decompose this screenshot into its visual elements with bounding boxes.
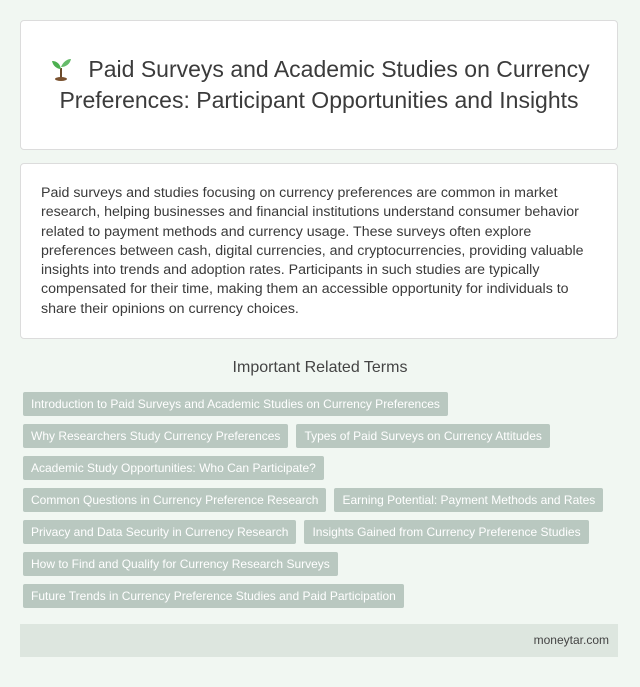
title-card — [20, 20, 618, 150]
page-title — [41, 54, 597, 116]
related-term-tag[interactable]: Common Questions in Currency Preference Research — [23, 488, 326, 512]
tag-row — [23, 488, 623, 512]
tag-row — [23, 424, 623, 448]
related-terms-heading: Important Related Terms — [232, 359, 408, 376]
related-term-tag[interactable]: Earning Potential: Payment Methods and Rates — [334, 488, 603, 512]
tag-row — [23, 392, 623, 416]
sprout-icon — [48, 55, 74, 81]
related-term-tag[interactable]: Academic Study Opportunities: Who Can Participate? — [23, 456, 324, 480]
related-terms-list — [23, 392, 623, 616]
related-term-tag[interactable]: Future Trends in Currency Preference Studies and Paid Participation — [23, 584, 404, 608]
page-title-text: Paid Surveys and Academic Studies on Currency Preferences: Participant Opportunities and Insights — [59, 56, 590, 113]
related-term-tag[interactable]: How to Find and Qualify for Currency Research Surveys — [23, 552, 338, 576]
related-term-tag[interactable]: Introduction to Paid Surveys and Academic Studies on Currency Preferences — [23, 392, 448, 416]
related-term-tag[interactable]: Insights Gained from Currency Preference Studies — [304, 520, 588, 544]
intro-paragraph: Paid surveys and studies focusing on currency preferences are common in market research, helping businesses and financial institutions understand consumer behavior related to payment methods and currency usage. These surveys often explore preferences between cash, digital currencies, and cryptocurrencies, providing valuable insights into trends and adoption rates. Participants in such studies are typically compensated for their time, making them an accessible opportunity for individuals to share their opinions on currency choices. — [41, 185, 584, 317]
footer-site-link[interactable]: moneytar.com — [533, 633, 609, 647]
footer — [20, 624, 618, 657]
tag-row — [23, 456, 623, 480]
tag-row — [23, 520, 623, 544]
tag-row — [23, 552, 623, 576]
related-term-tag[interactable]: Why Researchers Study Currency Preferences — [23, 424, 288, 448]
related-term-tag[interactable]: Types of Paid Surveys on Currency Attitudes — [296, 424, 549, 448]
tag-row — [23, 584, 623, 608]
related-term-tag[interactable]: Privacy and Data Security in Currency Research — [23, 520, 296, 544]
intro-card — [20, 163, 618, 339]
